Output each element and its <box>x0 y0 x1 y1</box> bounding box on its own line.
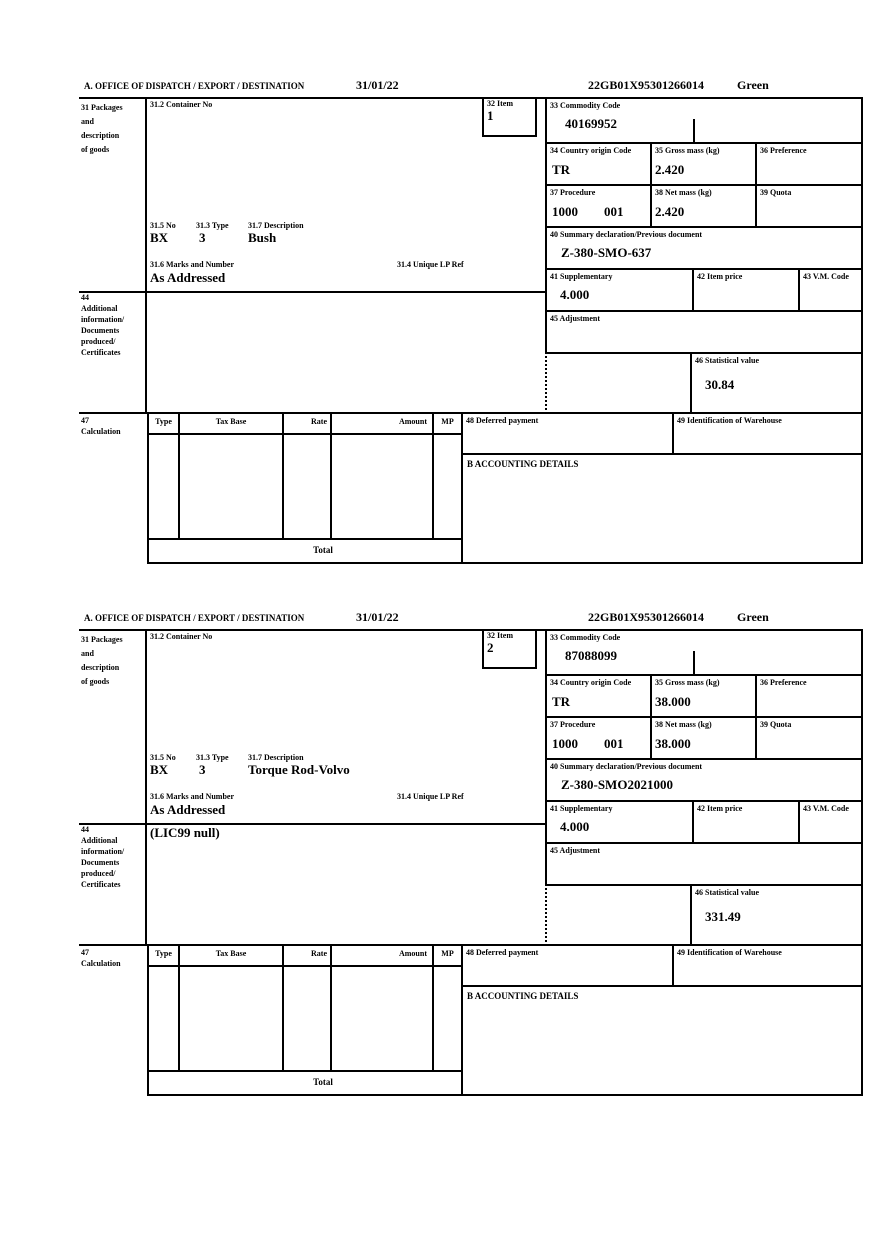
box32-item <box>482 629 537 669</box>
calc-mp-header: MP <box>441 949 454 958</box>
description-label: 31.7 Description <box>248 221 304 230</box>
box43-vm-code <box>798 800 863 844</box>
statistical-value: 331.49 <box>705 909 741 924</box>
procedure-label: 37 Procedure <box>550 188 596 197</box>
rule-calc-col <box>282 944 284 1072</box>
box49-warehouse-id <box>672 412 863 455</box>
package-count-value: BX <box>150 762 169 777</box>
rule-calc-col <box>330 412 332 540</box>
goods-description-value: Torque Rod-Volvo <box>248 762 350 777</box>
country-origin-value: TR <box>552 162 571 177</box>
gross-mass-value: 2.420 <box>655 162 685 177</box>
box44-label-line: produced/ <box>81 337 116 346</box>
box44-label <box>81 292 124 358</box>
box31-label-line: 31 Packages <box>81 635 123 644</box>
warehouse-id-label: 49 Identification of Warehouse <box>677 416 782 425</box>
procedure-value <box>547 197 650 220</box>
box47-label <box>81 415 121 437</box>
commodity-code-value: 40169952 <box>565 116 617 131</box>
item-price-label: 42 Item price <box>697 804 743 813</box>
box40-previous-document <box>545 758 863 802</box>
description-label: 31.7 Description <box>248 753 304 762</box>
dashed-spacer-box <box>545 352 692 414</box>
rule-left-column <box>145 629 147 946</box>
calc-rate-header: Rate <box>311 417 327 426</box>
box44-label-line: Documents <box>81 326 120 335</box>
package-count-value: BX <box>150 230 169 245</box>
box36-preference <box>755 674 863 718</box>
item-number-value: 2 <box>487 640 494 655</box>
box48-deferred-payment <box>461 412 674 455</box>
box34-country-origin <box>545 674 652 718</box>
box36-preference <box>755 142 863 186</box>
box41-supplementary <box>545 800 694 844</box>
package-no-label: 31.5 No <box>150 753 176 762</box>
total-label: Total <box>313 545 333 555</box>
procedure-code: 1000 <box>552 204 578 219</box>
dashed-spacer-box <box>545 884 692 946</box>
box47-label-line: Calculation <box>81 427 121 436</box>
box34-country-origin <box>545 142 652 186</box>
rule-calc-col <box>178 944 180 1072</box>
container-no-label: 31.2 Container No <box>150 100 213 109</box>
box47-label-line: 47 <box>81 948 89 957</box>
box45-adjustment <box>545 310 863 354</box>
gross-mass-label: 35 Gross mass (kg) <box>655 146 720 155</box>
gross-mass-label: 35 Gross mass (kg) <box>655 678 720 687</box>
previous-document-label: 40 Summary declaration/Previous document <box>550 762 703 771</box>
procedure-additional-code: 001 <box>604 204 624 219</box>
box31-label <box>81 633 123 689</box>
item-label: 32 Item <box>487 99 513 108</box>
routing-status: Green <box>737 610 769 624</box>
commodity-code-label: 33 Commodity Code <box>550 633 621 642</box>
warehouse-id-label: 49 Identification of Warehouse <box>677 948 782 957</box>
customs-item-sheet <box>79 78 865 566</box>
procedure-code: 1000 <box>552 736 578 751</box>
rule-calc-col <box>330 944 332 1072</box>
box31-label-line: and <box>81 117 94 126</box>
box47-label <box>81 947 121 969</box>
quota-label: 39 Quota <box>760 720 792 729</box>
box44-label <box>81 824 124 890</box>
package-no-label: 31.5 No <box>150 221 176 230</box>
country-origin-label: 34 Country origin Code <box>550 678 632 687</box>
box39-quota <box>755 716 863 760</box>
statistical-value-label: 46 Statistical value <box>695 888 759 897</box>
supplementary-label: 41 Supplementary <box>550 272 613 281</box>
box37-procedure <box>545 184 652 228</box>
country-origin-value: TR <box>552 694 571 709</box>
package-type-label: 31.3 Type <box>196 221 229 230</box>
commodity-code-label: 33 Commodity Code <box>550 101 621 110</box>
supplementary-value: 4.000 <box>560 287 590 302</box>
preference-label: 36 Preference <box>760 678 807 687</box>
previous-document-value: Z-380-SMO-637 <box>561 245 652 260</box>
adjustment-label: 45 Adjustment <box>550 846 601 855</box>
marks-value: As Addressed <box>150 802 226 817</box>
box39-quota <box>755 184 863 228</box>
previous-document-value: Z-380-SMO2021000 <box>561 777 673 792</box>
box44-label-line: Certificates <box>81 348 121 357</box>
box38-net-mass <box>650 716 757 760</box>
box33-commodity-code <box>545 629 863 676</box>
calc-mp-header: MP <box>441 417 454 426</box>
office-of-dispatch-label: A. OFFICE OF DISPATCH / EXPORT / DESTINATION <box>84 613 305 623</box>
calculation-table <box>147 944 463 1072</box>
net-mass-value: 38.000 <box>655 736 691 751</box>
supplementary-value: 4.000 <box>560 819 590 834</box>
package-type-value: 3 <box>199 762 206 777</box>
box46-statistical-value <box>690 352 863 414</box>
office-of-dispatch-label: A. OFFICE OF DISPATCH / EXPORT / DESTINATION <box>84 81 305 91</box>
item-number-value: 1 <box>487 108 494 123</box>
procedure-additional-code: 001 <box>604 736 624 751</box>
box44-label-line: Additional <box>81 304 118 313</box>
calculation-table <box>147 412 463 540</box>
dispatch-date: 31/01/22 <box>356 78 399 92</box>
box35-gross-mass <box>650 674 757 718</box>
box32-item <box>482 97 537 137</box>
rule-calc-col <box>432 944 434 1072</box>
box31-label-line: description <box>81 131 120 140</box>
box44-label-line: Documents <box>81 858 120 867</box>
rule-calc-col <box>282 412 284 540</box>
box44-label-line: Additional <box>81 836 118 845</box>
box44-label-line: Certificates <box>81 880 121 889</box>
box37-procedure <box>545 716 652 760</box>
marks-label: 31.6 Marks and Number <box>150 260 235 269</box>
net-mass-label: 38 Net mass (kg) <box>655 720 712 729</box>
calc-tax-base-header: Tax Base <box>215 949 247 958</box>
statistical-value: 30.84 <box>705 377 735 392</box>
box42-item-price <box>692 268 800 312</box>
box35-gross-mass <box>650 142 757 186</box>
procedure-value <box>547 729 650 752</box>
marks-value: As Addressed <box>150 270 226 285</box>
rule-calc-header <box>147 433 463 435</box>
statistical-value-label: 46 Statistical value <box>695 356 759 365</box>
box31-label-line: of goods <box>81 677 110 686</box>
procedure-label: 37 Procedure <box>550 720 596 729</box>
accounting-details-label: B ACCOUNTING DETAILS <box>467 459 579 469</box>
box31-label-line: description <box>81 663 120 672</box>
box47-label-line: Calculation <box>81 959 121 968</box>
calc-tax-base-header: Tax Base <box>215 417 247 426</box>
box31-label-line: of goods <box>81 145 110 154</box>
box42-item-price <box>692 800 800 844</box>
supplementary-label: 41 Supplementary <box>550 804 613 813</box>
additional-info-value: (LIC99 null) <box>150 825 220 840</box>
box33-commodity-code <box>545 97 863 144</box>
accounting-details-box <box>461 985 863 1096</box>
box44-label-line: 44 <box>81 293 89 302</box>
net-mass-value: 2.420 <box>655 204 685 219</box>
rule-calc-col <box>432 412 434 540</box>
gross-mass-value: 38.000 <box>655 694 691 709</box>
box31-label-line: 31 Packages <box>81 103 123 112</box>
box48-deferred-payment <box>461 944 674 987</box>
container-no-label: 31.2 Container No <box>150 632 213 641</box>
previous-document-label: 40 Summary declaration/Previous document <box>550 230 703 239</box>
dispatch-date: 31/01/22 <box>356 610 399 624</box>
routing-status: Green <box>737 78 769 92</box>
deferred-payment-label: 48 Deferred payment <box>466 948 539 957</box>
adjustment-label: 45 Adjustment <box>550 314 601 323</box>
calc-amount-header: Amount <box>398 949 427 958</box>
box40-previous-document <box>545 226 863 270</box>
box41-supplementary <box>545 268 694 312</box>
item-price-label: 42 Item price <box>697 272 743 281</box>
total-label: Total <box>313 1077 333 1087</box>
country-origin-label: 34 Country origin Code <box>550 146 632 155</box>
rule-left-column <box>145 97 147 414</box>
calc-type-header: Type <box>155 949 172 958</box>
vm-code-label: 43 V.M. Code <box>803 272 849 281</box>
calc-amount-header: Amount <box>398 417 427 426</box>
accounting-details-label: B ACCOUNTING DETAILS <box>467 991 579 1001</box>
box44-label-line: produced/ <box>81 869 116 878</box>
calc-type-header: Type <box>155 417 172 426</box>
rule-marks-divider <box>79 291 547 293</box>
item-label: 32 Item <box>487 631 513 640</box>
calc-rate-header: Rate <box>311 949 327 958</box>
box31-label-line: and <box>81 649 94 658</box>
customs-item-sheet <box>79 610 865 1098</box>
accounting-details-box <box>461 453 863 564</box>
box38-net-mass <box>650 184 757 228</box>
box49-warehouse-id <box>672 944 863 987</box>
commodity-code-value: 87088099 <box>565 648 617 663</box>
goods-description-value: Bush <box>248 230 277 245</box>
package-type-label: 31.3 Type <box>196 753 229 762</box>
package-type-value: 3 <box>199 230 206 245</box>
movement-reference-number: 22GB01X95301266014 <box>588 610 705 624</box>
movement-reference-number: 22GB01X95301266014 <box>588 78 705 92</box>
box31-label <box>81 101 123 157</box>
rule-calc-col <box>178 412 180 540</box>
box44-label-line: information/ <box>81 315 125 324</box>
box46-statistical-value <box>690 884 863 946</box>
box45-adjustment <box>545 842 863 886</box>
quota-label: 39 Quota <box>760 188 792 197</box>
vm-code-label: 43 V.M. Code <box>803 804 849 813</box>
net-mass-label: 38 Net mass (kg) <box>655 188 712 197</box>
preference-label: 36 Preference <box>760 146 807 155</box>
box44-label-line: information/ <box>81 847 125 856</box>
box44-label-line: 44 <box>81 825 89 834</box>
rule-calc-header <box>147 965 463 967</box>
marks-label: 31.6 Marks and Number <box>150 792 235 801</box>
unique-lp-ref-label: 31.4 Unique LP Ref <box>397 792 464 801</box>
deferred-payment-label: 48 Deferred payment <box>466 416 539 425</box>
box43-vm-code <box>798 268 863 312</box>
unique-lp-ref-label: 31.4 Unique LP Ref <box>397 260 464 269</box>
box47-label-line: 47 <box>81 416 89 425</box>
